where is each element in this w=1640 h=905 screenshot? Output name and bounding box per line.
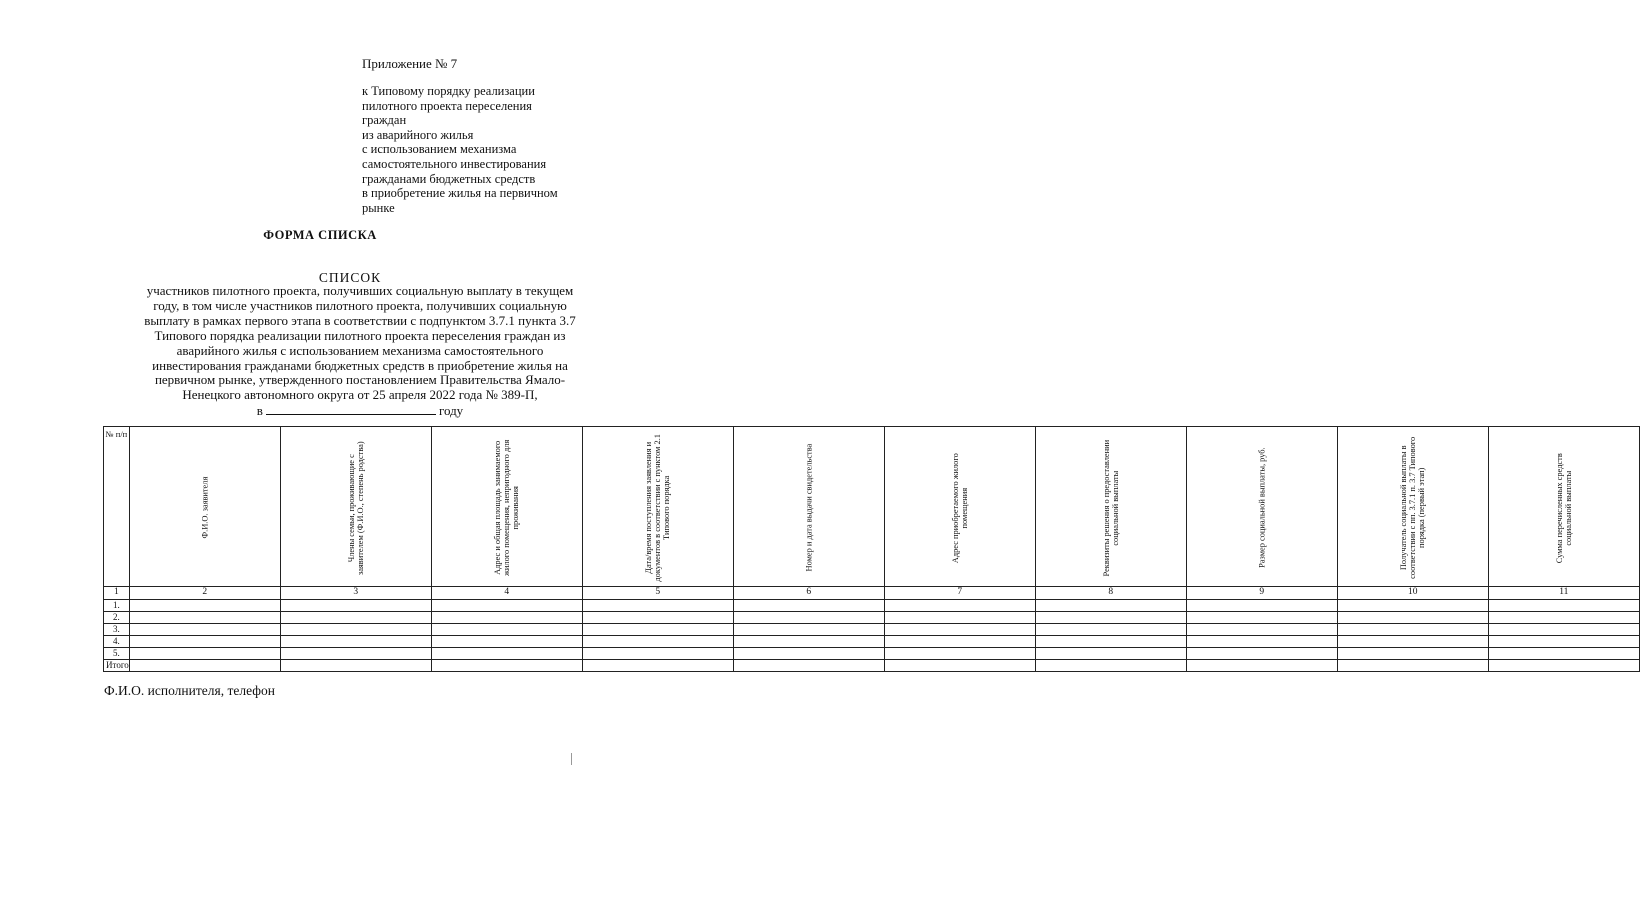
table-row	[104, 624, 1640, 636]
table-cell	[884, 648, 1035, 660]
table-cell	[280, 648, 431, 660]
table-cell	[1035, 624, 1186, 636]
header-text: Адрес приобретаемого жилого помещения	[950, 453, 969, 563]
recipients-table-grid	[103, 426, 1640, 672]
table-cell	[1186, 636, 1337, 648]
column-number: 2	[129, 587, 280, 600]
table-cell	[431, 660, 582, 672]
list-title: СПИСОК	[318, 270, 382, 285]
table-cell	[1488, 624, 1639, 636]
table-row	[104, 600, 1640, 612]
scan-margin-mark	[571, 753, 572, 765]
table-cell	[1035, 660, 1186, 672]
header-text: Сумма перечисленных средств социальной выплаты	[1554, 453, 1573, 563]
year-blank	[266, 403, 436, 415]
table-cell	[1337, 636, 1488, 648]
header-cell-1: № п/п	[104, 427, 130, 587]
table-cell	[1337, 612, 1488, 624]
header-text: Ф.И.О. заявителя	[200, 477, 210, 539]
appendix-title: Приложение № 7	[362, 56, 458, 71]
column-number-row	[104, 587, 1640, 600]
executor-label: Ф.И.О. исполнителя, телефон	[104, 683, 275, 698]
list-line: году, в том числе участников пилотного проекта, получивших социальную	[153, 297, 567, 313]
appendix-line: гражданами бюджетных средств	[362, 171, 536, 186]
header-cell-11	[1488, 427, 1639, 587]
table-cell	[884, 636, 1035, 648]
table-cell	[1488, 660, 1639, 672]
header-cell-3	[280, 427, 431, 587]
table-cell	[1035, 612, 1186, 624]
appendix-line: пилотного проекта переселения	[362, 98, 532, 113]
table-cell	[582, 636, 733, 648]
table-cell	[733, 648, 884, 660]
table-cell	[129, 600, 280, 612]
table-cell	[733, 624, 884, 636]
year-suffix: году	[438, 403, 464, 419]
row-number: 3.	[104, 624, 130, 636]
table-cell	[1186, 660, 1337, 672]
column-number: 8	[1035, 587, 1186, 600]
appendix-description	[362, 84, 632, 215]
list-line: аварийного жилья с использованием механизма самостоятельного	[176, 342, 544, 358]
total-row	[104, 660, 1640, 672]
recipients-table	[103, 426, 1640, 672]
list-line: первичном рынке, утвержденного постановлением Правительства Ямало-	[154, 372, 566, 388]
list-line: Типового порядка реализации пилотного проекта переселения граждан из	[154, 327, 566, 343]
appendix-line: к Типовому порядку реализации	[362, 84, 535, 98]
header-text: Дата/время поступления заявления и документов в соответствии с пунктом 2.1 Типового порядка	[643, 434, 672, 582]
header-cell-5	[582, 427, 733, 587]
header-text: Получатель социальной выплаты в соответствии с пп. 3.7.1 п. 3.7 Типового порядка (первый этап)	[1398, 436, 1427, 580]
row-number: 2.	[104, 612, 130, 624]
row-number: 4.	[104, 636, 130, 648]
table-cell	[129, 624, 280, 636]
header-cell-8	[1035, 427, 1186, 587]
table-cell	[884, 600, 1035, 612]
list-description	[100, 284, 620, 419]
header-cell-4	[431, 427, 582, 587]
table-cell	[1186, 612, 1337, 624]
table-cell	[884, 612, 1035, 624]
table-cell	[431, 624, 582, 636]
appendix-line: граждан	[362, 113, 407, 128]
table-cell	[129, 612, 280, 624]
header-text: Члены семьи, проживающие с заявителем (Ф.И.О., степень родства)	[346, 441, 365, 575]
column-number: 3	[280, 587, 431, 600]
column-number: 7	[884, 587, 1035, 600]
table-cell	[582, 648, 733, 660]
table-cell	[582, 612, 733, 624]
appendix-line: в приобретение жилья на первичном	[362, 186, 558, 201]
column-number: 6	[733, 587, 884, 600]
table-cell	[1186, 624, 1337, 636]
list-line: выплату в рамках первого этапа в соответствии с подпунктом 3.7.1 пункта 3.7	[144, 312, 576, 328]
table-cell	[884, 624, 1035, 636]
table-cell	[280, 600, 431, 612]
table-cell	[1488, 636, 1639, 648]
table-cell	[1488, 612, 1639, 624]
table-cell	[1186, 648, 1337, 660]
table-cell	[280, 636, 431, 648]
table-cell	[582, 600, 733, 612]
column-number: 11	[1488, 587, 1639, 600]
table-cell	[280, 624, 431, 636]
table-cell	[1035, 636, 1186, 648]
table-cell	[129, 660, 280, 672]
table-cell	[733, 600, 884, 612]
appendix-line: из аварийного жилья	[362, 127, 474, 142]
header-text: Размер социальной выплаты, руб.	[1257, 447, 1267, 569]
table-cell	[582, 660, 733, 672]
table-cell	[1337, 660, 1488, 672]
list-line: Ненецкого автономного округа от 25 апреля 2022 года № 389-П,	[182, 387, 538, 403]
year-prefix: в	[256, 403, 263, 419]
header-cell-2	[129, 427, 280, 587]
table-cell	[1337, 600, 1488, 612]
header-text: Адрес и общая площадь занимаемого жилого помещения, непригодного для проживания	[492, 439, 521, 577]
appendix-line: с использованием механизма	[362, 142, 517, 157]
table-cell	[733, 636, 884, 648]
row-number: 5.	[104, 648, 130, 660]
header-text: Реквизиты решения о предоставлении социальной выплаты	[1101, 439, 1120, 577]
appendix-line: рынке	[362, 200, 395, 215]
table-cell	[1488, 600, 1639, 612]
table-cell	[431, 600, 582, 612]
table-cell	[431, 648, 582, 660]
table-cell	[280, 660, 431, 672]
table-cell	[1035, 600, 1186, 612]
table-cell	[733, 660, 884, 672]
table-cell	[1186, 600, 1337, 612]
column-number: 5	[582, 587, 733, 600]
header-cell-6	[733, 427, 884, 587]
table-row	[104, 612, 1640, 624]
form-heading: ФОРМА СПИСКА	[263, 228, 377, 242]
total-label: Итого	[104, 660, 130, 672]
table-cell	[129, 648, 280, 660]
row-number: 1.	[104, 600, 130, 612]
year-line	[100, 403, 620, 419]
column-number: 1	[104, 587, 130, 600]
header-cell-10	[1337, 427, 1488, 587]
table-cell	[1337, 624, 1488, 636]
table-cell	[129, 636, 280, 648]
appendix-line: самостоятельного инвестирования	[362, 156, 547, 171]
list-line: инвестирования гражданами бюджетных средств в приобретение жилья на	[152, 357, 568, 373]
table-cell	[431, 612, 582, 624]
table-cell	[431, 636, 582, 648]
column-number: 4	[431, 587, 582, 600]
header-cell-7	[884, 427, 1035, 587]
column-number: 10	[1337, 587, 1488, 600]
table-cell	[733, 612, 884, 624]
list-line: участников пилотного проекта, получивших социальную выплату в текущем	[146, 283, 574, 298]
table-row	[104, 636, 1640, 648]
table-cell	[884, 660, 1035, 672]
column-number: 9	[1186, 587, 1337, 600]
header-row	[104, 427, 1640, 587]
table-cell	[1488, 648, 1639, 660]
table-cell	[280, 612, 431, 624]
header-text: Номер и дата выдачи свидетельства	[804, 444, 814, 572]
table-row	[104, 648, 1640, 660]
table-cell	[1337, 648, 1488, 660]
table-cell	[1035, 648, 1186, 660]
table-cell	[582, 624, 733, 636]
header-cell-9	[1186, 427, 1337, 587]
